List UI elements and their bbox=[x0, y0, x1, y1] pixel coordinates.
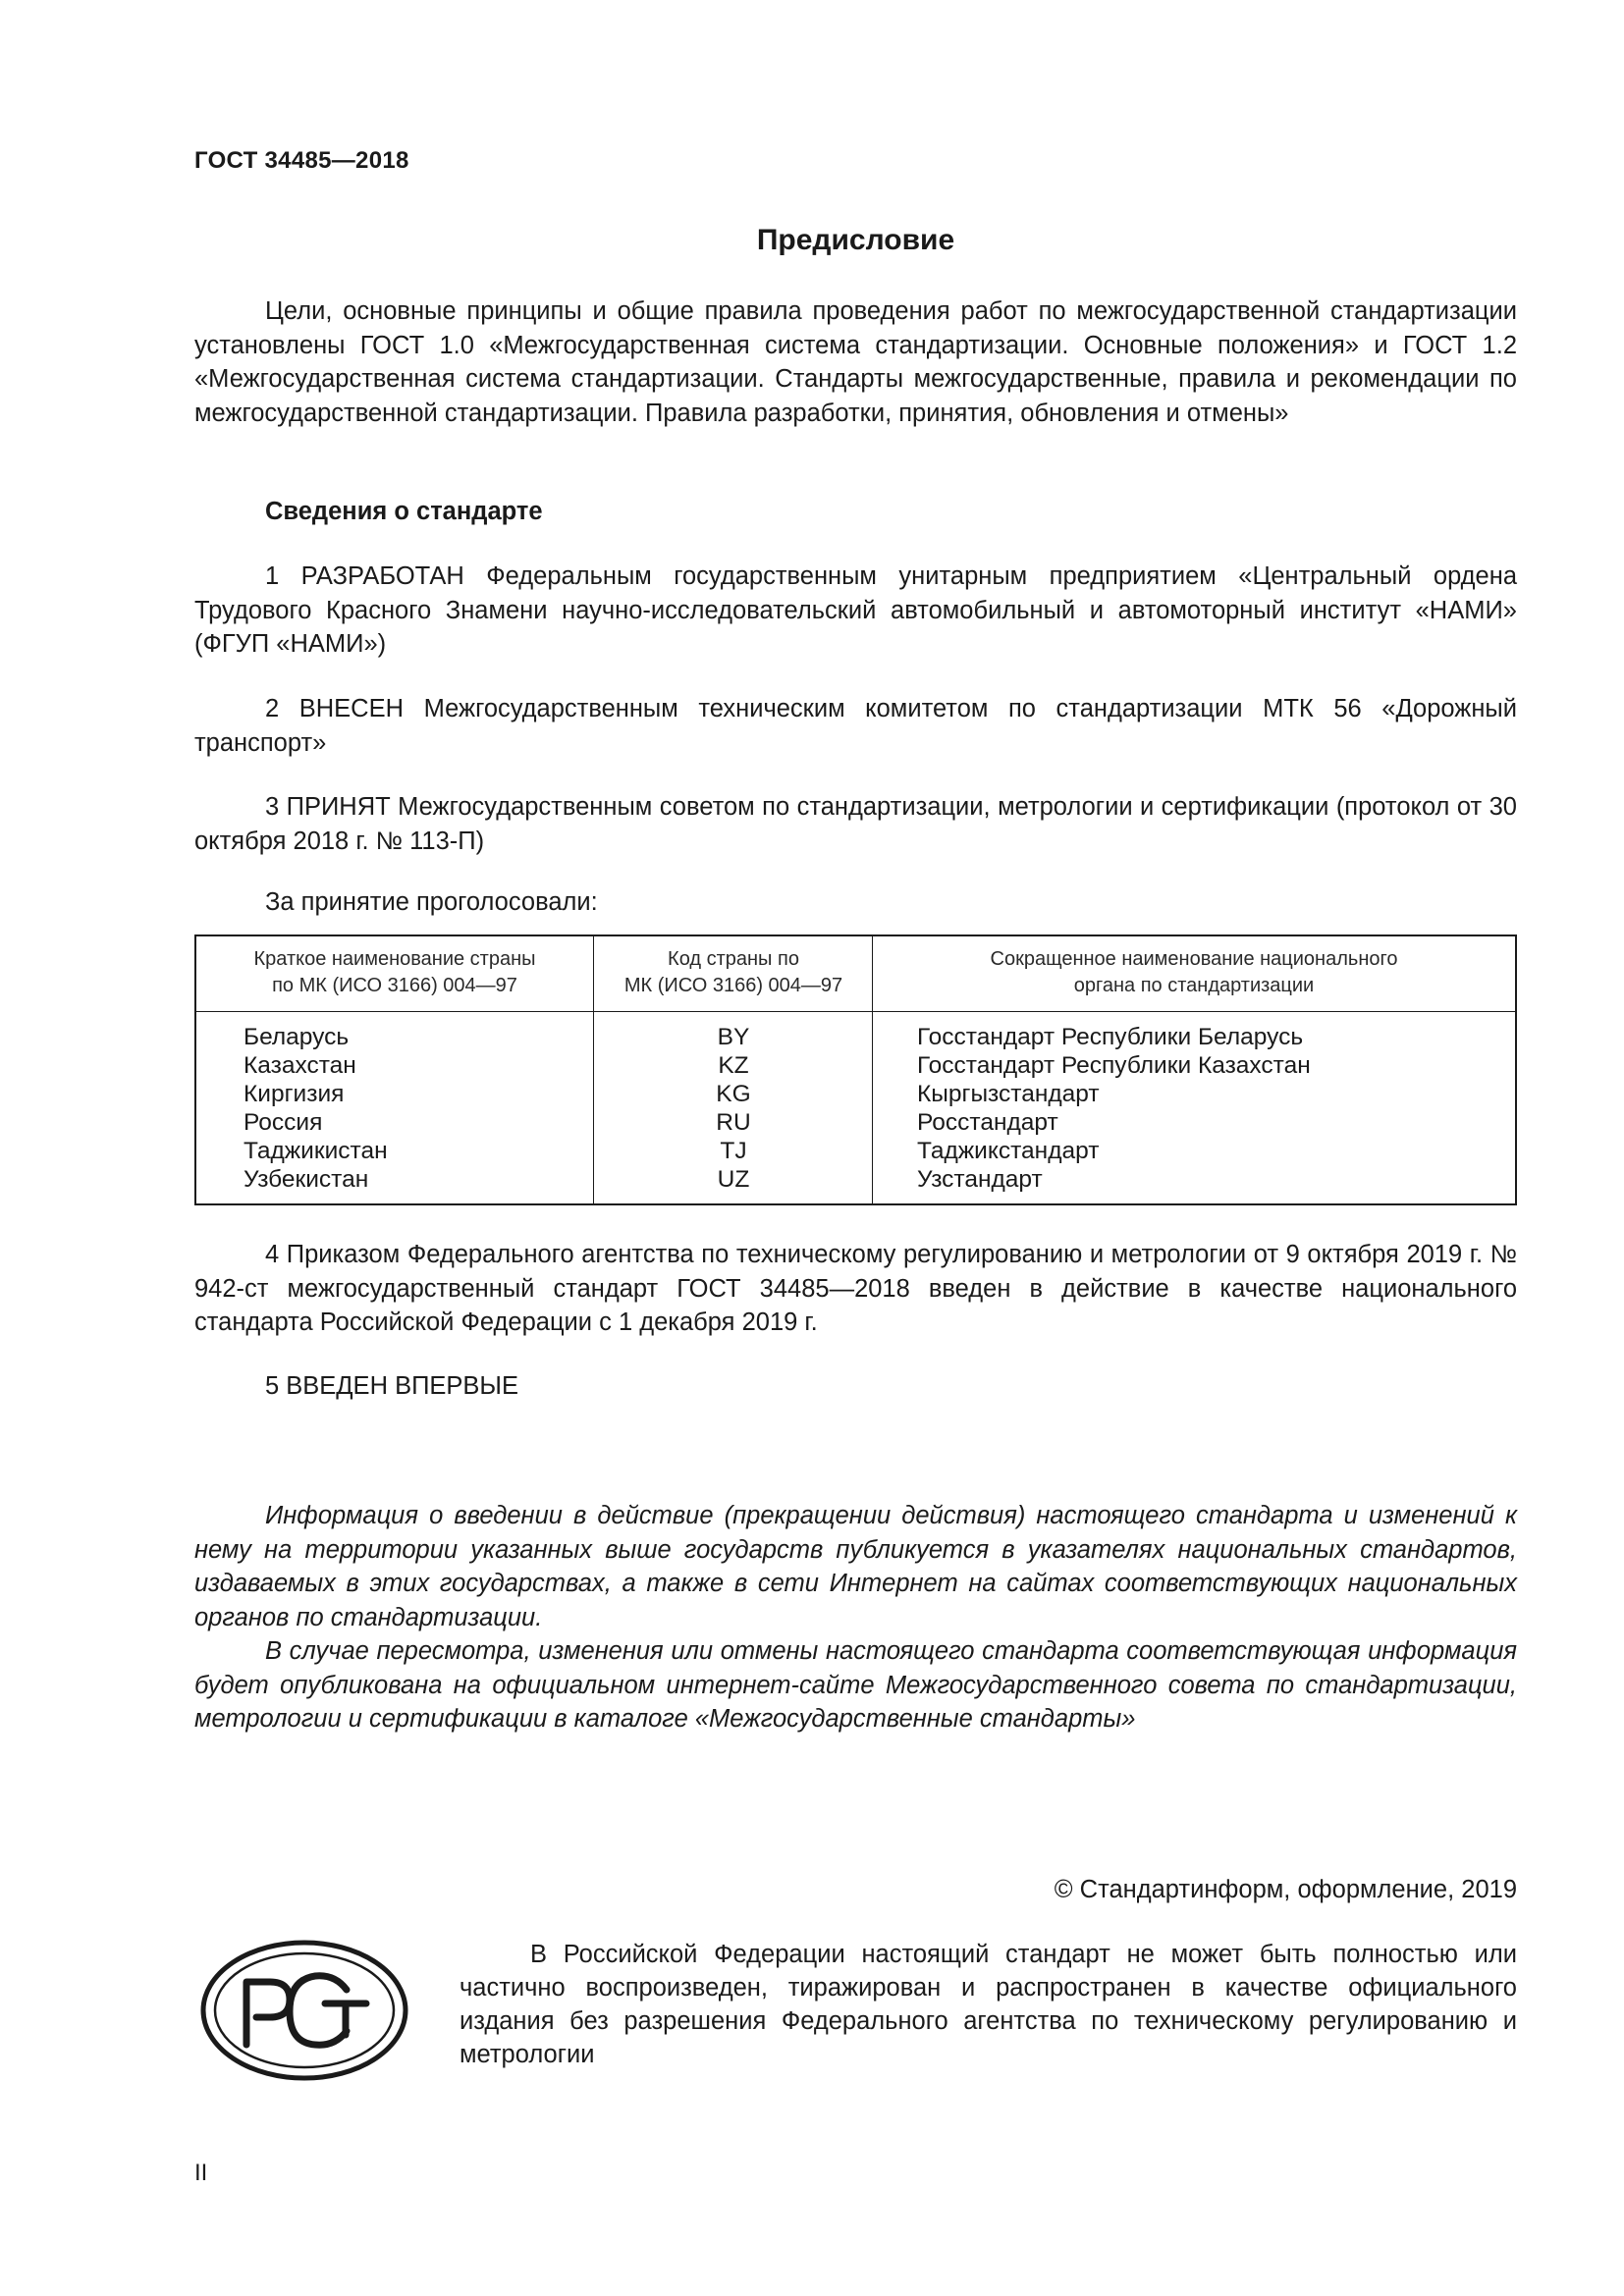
item-5: 5 ВВЕДЕН ВПЕРВЫЕ bbox=[265, 1372, 519, 1400]
table-header-authority: Сокращенное наименование национального органа по стандартизации bbox=[990, 948, 1398, 996]
copyright-notice: © Стандартинформ, оформление, 2019 bbox=[1054, 1876, 1517, 1903]
table-cell: Росстандарт bbox=[917, 1109, 1058, 1136]
info-paragraph-2: В случае пересмотра, изменения или отмены настоящего стандарта соответствующая информация будет опубликована на официальном интернет-сайте Межгосударственного совета по стандартизации, метрологии и сертификации в каталоге «Межгосударственные стандарты» bbox=[194, 1637, 1517, 1733]
reproduction-notice: В Российской Федерации настоящий стандарт не может быть полностью или частично воспроизведен, тиражирован и распространен в качестве официального издания без разрешения Федерального агентства по техническому регулированию и метрологии bbox=[460, 1941, 1517, 2068]
countries-table bbox=[194, 934, 1517, 1205]
item-1: 1 РАЗРАБОТАН Федеральным государственным унитарным предприятием «Центральный ордена Трудового Красного Знамени научно-исследовательский автомобильный и автомоторный институт «НАМИ» (ФГУП «НАМИ») bbox=[194, 562, 1517, 658]
item-3: 3 ПРИНЯТ Межгосударственным советом по стандартизации, метрологии и сертификации (протокол от 30 октября 2018 г. № 113-П) bbox=[194, 793, 1517, 855]
table-header-country: Краткое наименование страны по МК (ИСО 3166) 004—97 bbox=[253, 948, 536, 996]
table-column-code bbox=[593, 936, 873, 1203]
table-cell: Узстандарт bbox=[917, 1166, 1043, 1193]
table-cell: KZ bbox=[718, 1052, 749, 1079]
item-4: 4 Приказом Федерального агентства по техническому регулированию и метрологии от 9 октября 2019 г. № 942-ст межгосударственный стандарт ГОСТ 34485—2018 введен в действие в качестве национального стандарта Российской Федерации с 1 декабря 2019 г. bbox=[194, 1241, 1517, 1336]
table-column-country bbox=[196, 936, 593, 1203]
page-number: II bbox=[194, 2160, 208, 2186]
table-cell: KG bbox=[716, 1081, 751, 1107]
table-cell: Госстандарт Республики Беларусь bbox=[917, 1024, 1304, 1050]
document-code: ГОСТ 34485—2018 bbox=[194, 147, 409, 174]
table-cell: Киргизия bbox=[244, 1081, 345, 1107]
table-cell: Узбекистан bbox=[244, 1166, 369, 1193]
table-cell: Таджикстандарт bbox=[917, 1138, 1100, 1164]
page-title: Предисловие bbox=[756, 224, 955, 256]
table-cell: Россия bbox=[244, 1109, 323, 1136]
table-header-code: Код страны по МК (ИСО 3166) 004—97 bbox=[623, 948, 843, 996]
table-cell: Казахстан bbox=[244, 1052, 356, 1079]
table-cell: BY bbox=[717, 1024, 750, 1050]
item-2: 2 ВНЕСЕН Межгосударственным техническим комитетом по стандартизации МТК 56 «Дорожный транспорт» bbox=[194, 695, 1517, 757]
table-cell: Беларусь bbox=[244, 1024, 350, 1050]
pct-certification-logo-icon bbox=[199, 1939, 409, 2082]
table-cell: Таджикистан bbox=[244, 1138, 388, 1164]
table-cell: TJ bbox=[720, 1138, 747, 1164]
table-cell: UZ bbox=[717, 1166, 750, 1193]
table-cell: Кыргызстандарт bbox=[917, 1081, 1100, 1107]
section-heading: Сведения о стандарте bbox=[265, 498, 543, 525]
table-cell: Госстандарт Республики Казахстан bbox=[917, 1052, 1311, 1079]
info-paragraph-1: Информация о введении в действие (прекращении действия) настоящего стандарта и изменений к нему на территории указанных выше государств публикуется в указателях национальных стандартов, издаваемых в этих государствах, а также в сети Интернет на сайтах соответствующих национальных органов по стандартизации. bbox=[194, 1502, 1517, 1631]
table-cell: RU bbox=[716, 1109, 751, 1136]
voted-label: За принятие проголосовали: bbox=[265, 888, 598, 916]
table-column-authority bbox=[872, 936, 1515, 1203]
intro-paragraph: Цели, основные принципы и общие правила проведения работ по межгосударственной стандартизации установлены ГОСТ 1.0 «Межгосударственная система стандартизации. Основные положения» и ГОСТ 1.2 «Межгосударственная система стандартизации. Стандарты межгосударственные, правила и рекомендации по межгосударственной стандартизации. Правила разработки, принятия, обновления и отмены» bbox=[194, 297, 1517, 427]
